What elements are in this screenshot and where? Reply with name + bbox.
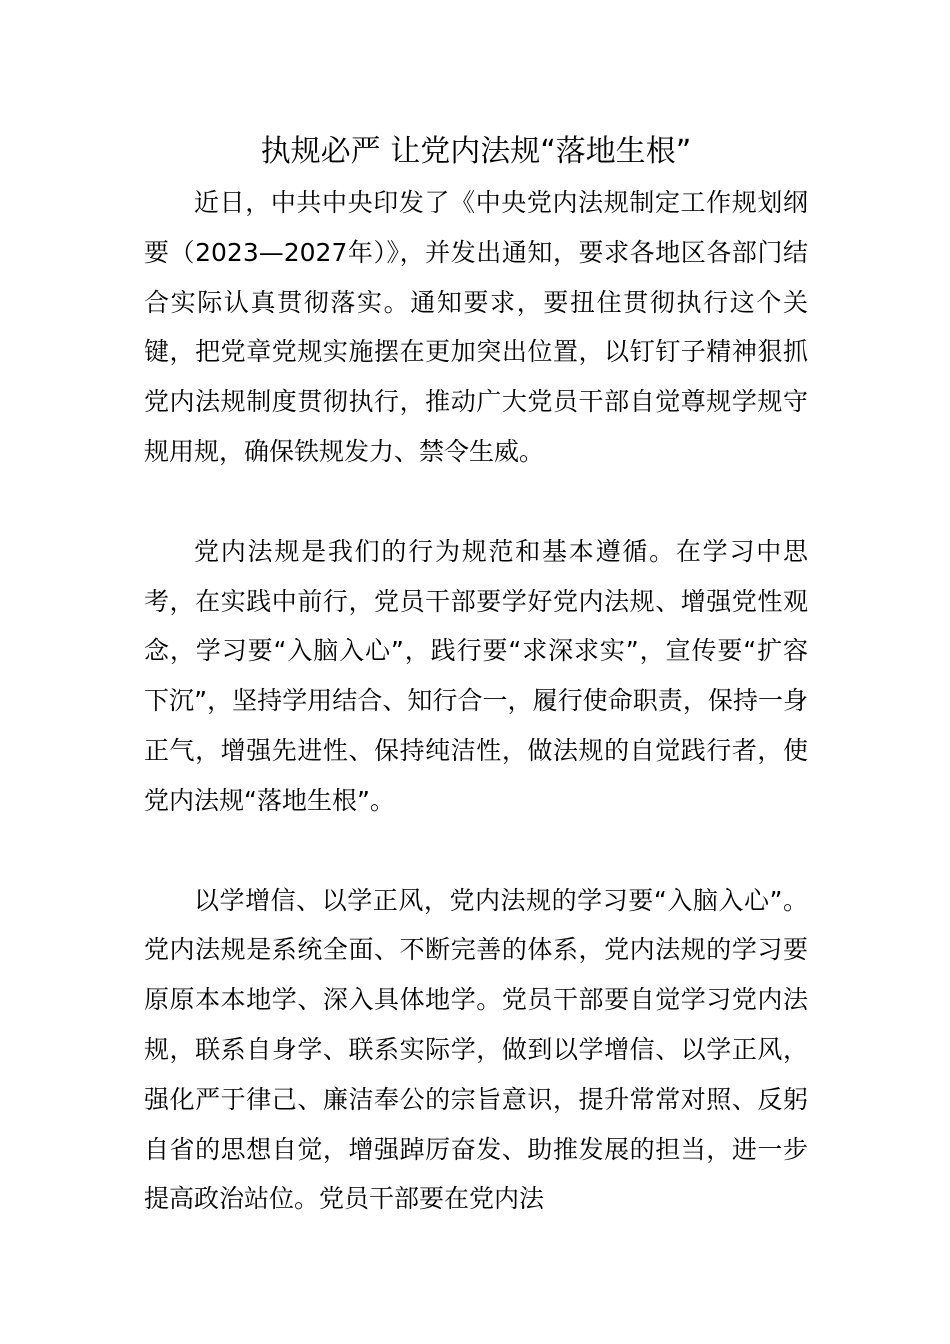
paragraph-2: 党内法规是我们的行为规范和基本遵循。在学习中思考，在实践中前行，党员干部要学好党内法规、增强党性观念，学习要“入脑入心”，践行要“求深求实”，宣传要“扩容下沉”，坚持学用结合、知行合一，履行使命职责，保持一身正气，增强先进性、保持纯洁性，做法规的自觉践行者，使党内法规“落地生根”。 — [144, 536, 808, 815]
document-page — [144, 126, 808, 1224]
paragraph-3: 以学增信、以学正风，党内法规的学习要“入脑入心”。党内法规是系统全面、不断完善的体系，党内法规的学习要原原本本地学、深入具体地学。党员干部要自觉学习党内法规，联系自身学、联系实际学，做到以学增信、以学正风，强化严于律己、廉洁奉公的宗旨意识，提升常常对照、反躬自省的思想自觉，增强踔厉奋发、助推发展的担当，进一步提高政治站位。党员干部要在党内法 — [144, 885, 808, 1214]
paragraph-gap — [144, 826, 808, 876]
paragraph-gap — [144, 477, 808, 527]
paragraph-1: 近日，中共中央印发了《中央党内法规制定工作规划纲要（2023—2027年）》，并发出通知，要求各地区各部门结合实际认真贯彻落实。通知要求，要扭住贯彻执行这个关键，把党章党规实施摆在更加突出位置，以钉钉子精神狠抓党内法规制度贯彻执行，推动广大党员干部自觉尊规学规守规用规，确保铁规发力、禁令生威。 — [144, 188, 808, 466]
document-title: 执规必严 让党内法规“落地生根” — [260, 134, 692, 169]
